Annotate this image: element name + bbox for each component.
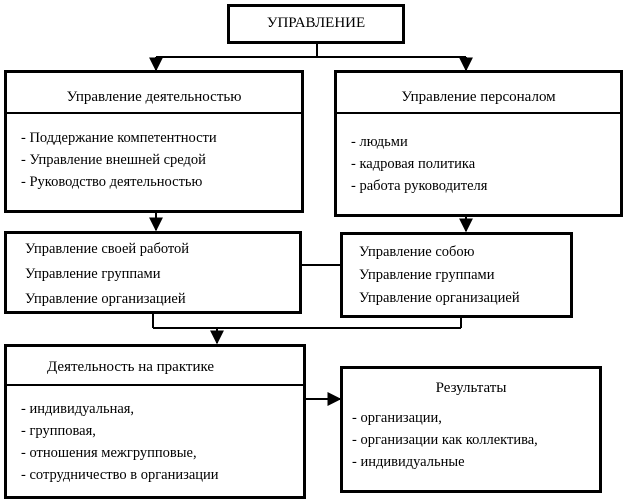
work-groups-org-list: [25, 237, 189, 312]
personnel-management-divider: [337, 112, 620, 114]
list-item: - организации как коллектива,: [352, 432, 538, 448]
list-item: Управление группами: [25, 266, 161, 282]
list-item: Управление группами: [359, 267, 495, 283]
list-item: - Управление внешней средой: [21, 152, 206, 168]
work-groups-org-box: [4, 231, 302, 314]
results-box: [340, 366, 602, 493]
root-title: УПРАВЛЕНИЕ: [266, 15, 366, 31]
list-item: - индивидуальная,: [21, 401, 135, 417]
root-box: [227, 4, 405, 44]
list-item: - людьми: [351, 134, 408, 150]
personnel-management-title: Управление персоналом: [401, 89, 556, 105]
list-item: - организации,: [352, 410, 442, 426]
list-item: - кадровая политика: [351, 156, 476, 172]
activity-management-divider: [7, 112, 301, 114]
list-item: Управление организацией: [25, 291, 186, 307]
list-item: Управление организацией: [359, 290, 520, 306]
list-item: Управление своей работой: [25, 241, 190, 257]
list-item: - Поддержание компетентности: [21, 130, 217, 146]
list-item: - сотрудничество в организации: [21, 467, 219, 483]
list-item: - отношения межгрупповые,: [21, 445, 197, 461]
self-groups-org-list: [359, 241, 520, 310]
personnel-management-list: [351, 131, 487, 197]
practice-divider: [7, 384, 303, 386]
practice-title: Деятельность на практике: [47, 359, 215, 375]
practice-box: [4, 344, 306, 499]
list-item: - Руководство деятельностью: [21, 174, 203, 190]
list-item: - индивидуальные: [352, 454, 465, 470]
list-item: Управление собою: [359, 244, 475, 260]
list-item: - работа руководителя: [351, 178, 488, 194]
results-list: [352, 407, 538, 473]
results-title: Результаты: [435, 380, 507, 396]
list-item: - групповая,: [21, 423, 96, 439]
activity-management-box: [4, 70, 304, 213]
activity-management-list: [21, 127, 217, 193]
practice-list: [21, 398, 219, 486]
personnel-management-box: [334, 70, 623, 217]
activity-management-title: Управление деятельностью: [66, 89, 242, 105]
self-groups-org-box: [340, 232, 573, 318]
